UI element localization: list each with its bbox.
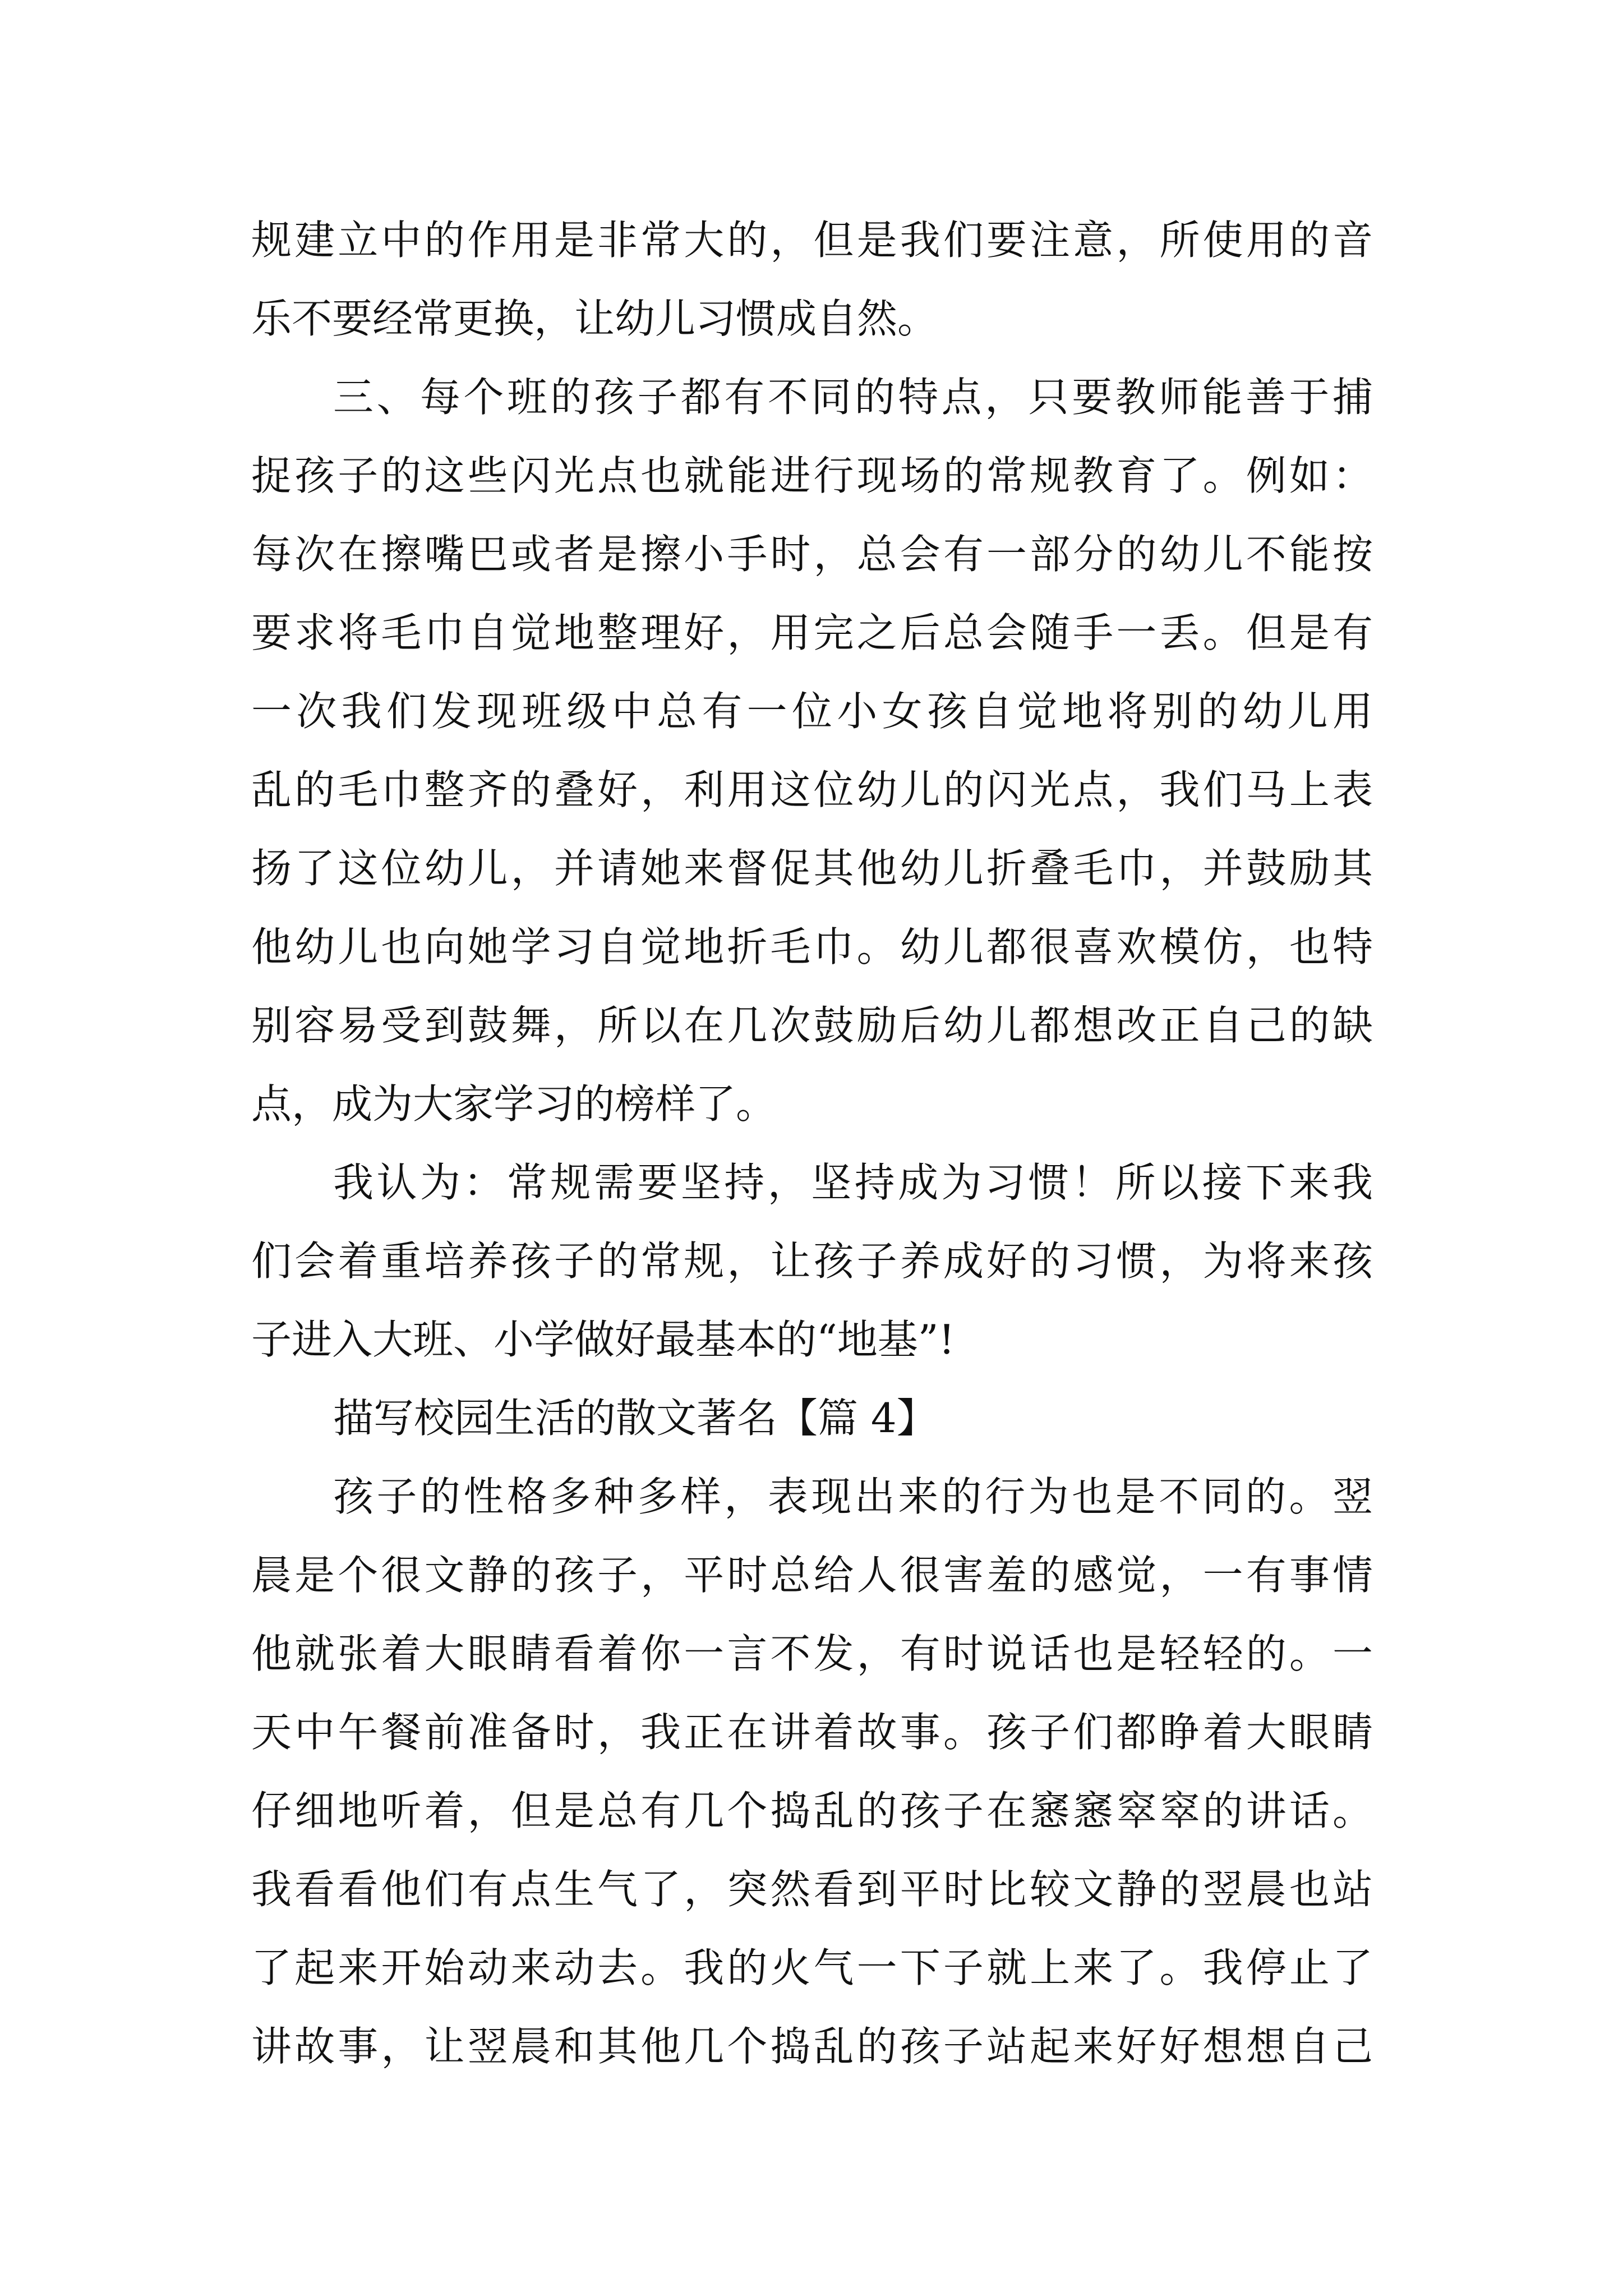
text-line: 点，成为大家学习的榜样了。 [251,1080,777,1128]
paragraph-first-line: 孩子的性格多种多样，表现出来的行为也是不同的。翌 [333,1473,1373,1520]
text-line: 了起来开始动来动去。我的火气一下子就上来了。我停止了 [251,1944,1373,1991]
text-line: 天中午餐前准备时，我正在讲着故事。孩子们都睁着大眼睛 [251,1709,1373,1756]
text-line: 要求将毛巾自觉地整理好，用完之后总会随手一丢。但是有 [251,609,1373,656]
paragraph-first-line: 我认为：常规需要坚持，坚持成为习惯！所以接下来我 [333,1159,1373,1206]
text-line: 他幼儿也向她学习自觉地折毛巾。幼儿都很喜欢模仿，也特 [251,923,1373,970]
text-line: 乱的毛巾整齐的叠好，利用这位幼儿的闪光点，我们马上表 [251,766,1373,813]
text-line: 乐不要经常更换，让幼儿习惯成自然。 [251,295,938,342]
text-line: 一次我们发现班级中总有一位小女孩自觉地将别的幼儿用 [251,688,1373,735]
paragraph-first-line: 三、每个班的孩子都有不同的特点，只要教师能善于捕 [333,374,1373,421]
text-line: 扬了这位幼儿，并请她来督促其他幼儿折叠毛巾，并鼓励其 [251,845,1373,892]
text-line: 仔细地听着，但是总有几个捣乱的孩子在窸窸窣窣的讲话。 [251,1787,1373,1834]
text-line: 每次在擦嘴巴或者是擦小手时，总会有一部分的幼儿不能按 [251,531,1373,578]
text-line: 子进入大班、小学做好最基本的“地基”! [251,1316,955,1363]
text-line: 规建立中的作用是非常大的，但是我们要注意，所使用的音 [251,217,1373,264]
text-line: 我看看他们有点生气了，突然看到平时比较文静的翌晨也站 [251,1866,1373,1913]
text-line: 们会着重培养孩子的常规，让孩子养成好的习惯，为将来孩 [251,1237,1373,1285]
text-line: 晨是个很文静的孩子，平时总给人很害羞的感觉，一有事情 [251,1552,1373,1599]
text-line: 捉孩子的这些闪光点也就能进行现场的常规教育了。例如： [251,452,1373,499]
section-heading: 描写校园生活的散文著名【篇 4】 [333,1395,937,1442]
text-line: 他就张着大眼睛看着你一言不发，有时说话也是轻轻的。一 [251,1630,1373,1677]
text-line: 别容易受到鼓舞，所以在几次鼓励后幼儿都想改正自己的缺 [251,1002,1373,1049]
text-line: 讲故事，让翌晨和其他几个捣乱的孩子站起来好好想想自己 [251,2023,1373,2070]
